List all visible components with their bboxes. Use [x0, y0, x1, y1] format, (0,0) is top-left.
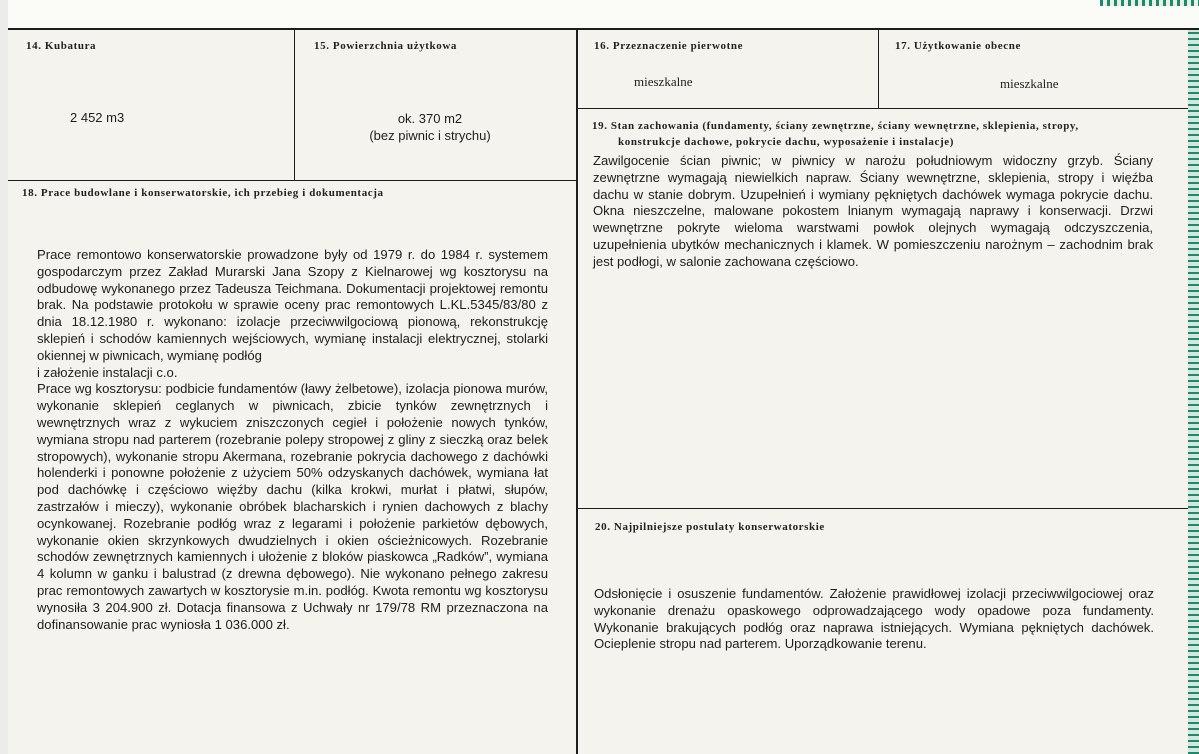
- grid-line-v-center: [576, 30, 578, 754]
- stan-zachowania-label-line2: konstrukcje dachowe, pokrycie dachu, wyposażenie i instalacje): [618, 136, 955, 148]
- card-left-edge: [0, 0, 8, 754]
- powierzchnia-value-line1: ok. 370 m2: [397, 111, 463, 126]
- przeznaczenie-value: mieszkalne: [634, 74, 693, 89]
- postulaty-text: Odsłonięcie i osuszenie fundamentów. Założenie prawidłowej izolacji przeciwwilgociowej oraz wykonanie drenażu opaskowego odprowadzającego wody opadowe poza fundamenty. Wykonanie brakujących podłóg oraz naprawa istniejących. Wymiana pękniętych dachówek. Ocieplenie stropu nad parterem. Uporządkowanie terenu.: [594, 586, 1154, 652]
- prace-label: 18. Prace budowlane i konserwatorskie, ich przebieg i dokumentacja: [22, 187, 384, 199]
- grid-line-right-top: [578, 108, 1188, 109]
- kubatura-value: 2 452 m3: [70, 110, 125, 125]
- stan-zachowania-text: Zawilgocenie ścian piwnic; w piwnicy w narożu południowym widoczny grzyb. Ściany zewnętrzne wymagają niewielkich napraw. Ściany wewnętrzne, sklepienia, stropy i więźba dachu w stanie dobrym. Uzupełnień i wymiany pękniętych dachówek wymaga pokrycie dachu. Okna nieszczelne, malowane pokostem lnianym wymagają naprawy i konserwacji. Drzwi wewnętrzne pokryte wieloma warstwami powłok olejnych wymagają odczyszczenia, uzupełnienia ubytków mechanicznych i klamek. W pomieszczeniu narożnym – zachodnim brak jest podłogi, w salonie zachowana częściowo.: [593, 153, 1153, 269]
- grid-line-v3: [878, 30, 879, 108]
- powierzchnia-label: 15. Powierzchnia użytkowa: [314, 40, 458, 52]
- card-top-edge: [0, 0, 1199, 30]
- powierzchnia-value: [330, 110, 530, 144]
- stan-zachowania-label-line1: 19. Stan zachowania (fundamenty, ściany zewnętrzne, ściany wewnętrzne, sklepienia, stropy,: [592, 120, 1079, 132]
- uzytkowanie-value: mieszkalne: [1000, 76, 1059, 91]
- przeznaczenie-label: 16. Przeznaczenie pierwotne: [594, 40, 744, 52]
- grid-line-v1: [294, 30, 295, 180]
- prace-text: Prace remontowo konserwatorskie prowadzone były od 1979 r. do 1984 r. systemem gospodarczym przez Zakład Murarski Jana Szopy z Kielnarowej wg kosztorysu na odbudowę wykonanego przez Tadeusza Teichmana. Dokumentacji projektowej remontu brak. Na podstawie protokołu w sprawie oceny prac remontowych L.KL.5345/83/80 z dnia 18.12.1980 r. wykonano: izolacje przeciwwilgociową pionową, rekonstrukcję sklepień i schodów kamiennych wejściowych, wymianę instalacji elektrycznej, stolarki okiennej w piwnicach, wymianę podłóg i założenie instalacji c.o. Prace wg kosztorysu: podbicie fundamentów (ławy żelbetowe), izolacja pionowa murów, wykonanie sklepień ceglanych w piwnicach, zbicie tynków zewnętrznych i wewnętrznych wraz z wykuciem zniszczonych cegieł i położenie nowych tynków, wymiana stropu nad parterem (rozebranie polepy stropowej z gliny z sieczką oraz belek stropowych), wykonanie stropu Akermana, rozebranie pokrycia dachowego z dachówki holenderki i ponowne położenie z użyciem 50% odzyskanych dachówek, wymiana łat pod dachówkę i częściowo więźby dachu (kilka krokwi, murłat i płatwi, słupów, zastrzałów i mieczy), wykonanie obróbek blacharskich i rynien dachowych z blachy ocynkowanej. Rozebranie podłóg wraz z legarami i położenie parkietów dębowych, wykonanie okien skrzynkowych dwudzielnych i okien ościeżnicowych. Rozebranie schodów zewnętrznych kamiennych i ułożenie z bloków piaskowca „Radków”, wymiana 4 kolumn w ganku i balustrad (z drewna dębowego). Nie wykonano pełnego zakresu prac remontowych zawartych w kosztorysie m.in. podłóg. Kwota remontu wg kosztorysu wynosiła 3 204.900 zł. Dotacja finansowa z Uchwały nr 179/78 RM przeznaczona na dofinansowanie prac wyniosła 1 036.000 zł.: [37, 247, 548, 632]
- uzytkowanie-label: 17. Użytkowanie obecne: [895, 40, 1021, 52]
- powierzchnia-value-line2: (bez piwnic i strychu): [369, 128, 491, 143]
- kubatura-label: 14. Kubatura: [26, 40, 97, 52]
- grid-line-right-mid: [578, 508, 1188, 509]
- scan-edge-right: [1188, 30, 1199, 754]
- postulaty-label: 20. Najpilniejsze postulaty konserwatorskie: [595, 521, 825, 533]
- grid-line-top-row-bottom: [8, 180, 578, 181]
- scan-edge-top: [1100, 0, 1199, 6]
